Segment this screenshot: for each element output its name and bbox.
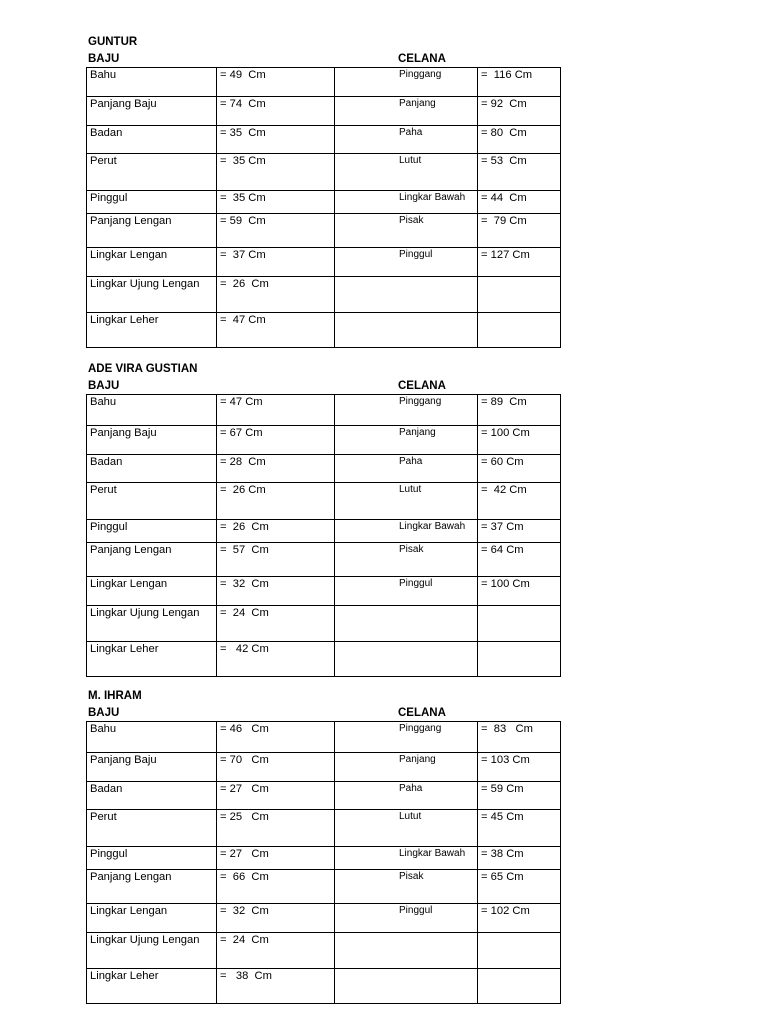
- baju-measure-label: Panjang Lengan: [87, 543, 217, 577]
- celana-measure-value: [478, 933, 561, 969]
- celana-measure-label: Panjang: [335, 97, 478, 126]
- celana-measure-value: = 103 Cm: [478, 753, 561, 782]
- baju-measure-label: Lingkar Leher: [87, 969, 217, 1004]
- baju-measure-value: = 47 Cm: [217, 395, 335, 426]
- celana-measure-value: = 83 Cm: [478, 722, 561, 753]
- baju-measure-value: = 42 Cm: [217, 642, 335, 677]
- baju-measure-value: = 27 Cm: [217, 847, 335, 870]
- celana-measure-label: [335, 933, 478, 969]
- baju-measure-label: Lingkar Lengan: [87, 577, 217, 606]
- table-row: [87, 68, 561, 97]
- table-row: [87, 782, 561, 810]
- baju-measure-label: Lingkar Ujung Lengan: [87, 606, 217, 642]
- celana-heading: CELANA: [398, 707, 446, 719]
- measurement-table: [86, 394, 561, 677]
- baju-measure-value: = 59 Cm: [217, 214, 335, 248]
- table-row: [87, 191, 561, 214]
- baju-measure-label: Panjang Baju: [87, 97, 217, 126]
- table-row: [87, 483, 561, 520]
- baju-measure-value: = 66 Cm: [217, 870, 335, 904]
- baju-measure-label: Perut: [87, 810, 217, 847]
- baju-measure-value: = 47 Cm: [217, 313, 335, 348]
- celana-measure-value: = 92 Cm: [478, 97, 561, 126]
- baju-measure-value: = 35 Cm: [217, 126, 335, 154]
- measurement-table: [86, 721, 561, 1004]
- celana-measure-label: Lutut: [335, 810, 478, 847]
- celana-measure-value: = 116 Cm: [478, 68, 561, 97]
- baju-heading: BAJU: [88, 707, 120, 719]
- baju-measure-label: Badan: [87, 126, 217, 154]
- baju-measure-label: Badan: [87, 782, 217, 810]
- celana-measure-label: Pisak: [335, 870, 478, 904]
- celana-measure-label: Paha: [335, 455, 478, 483]
- table-row: [87, 577, 561, 606]
- baju-measure-label: Panjang Baju: [87, 753, 217, 782]
- celana-measure-value: = 38 Cm: [478, 847, 561, 870]
- baju-measure-label: Perut: [87, 154, 217, 191]
- baju-measure-value: = 67 Cm: [217, 426, 335, 455]
- baju-heading: BAJU: [88, 380, 120, 392]
- baju-measure-value: = 26 Cm: [217, 520, 335, 543]
- baju-measure-label: Lingkar Leher: [87, 642, 217, 677]
- table-row: [87, 753, 561, 782]
- baju-measure-label: Lingkar Ujung Lengan: [87, 277, 217, 313]
- celana-measure-value: = 53 Cm: [478, 154, 561, 191]
- celana-measure-label: Pisak: [335, 543, 478, 577]
- celana-measure-value: [478, 313, 561, 348]
- celana-measure-label: Panjang: [335, 753, 478, 782]
- baju-measure-value: = 46 Cm: [217, 722, 335, 753]
- baju-measure-value: = 32 Cm: [217, 904, 335, 933]
- table-row: [87, 847, 561, 870]
- table-row: [87, 904, 561, 933]
- celana-measure-value: = 42 Cm: [478, 483, 561, 520]
- celana-measure-label: Pinggul: [335, 577, 478, 606]
- baju-measure-label: Bahu: [87, 395, 217, 426]
- baju-measure-label: Bahu: [87, 722, 217, 753]
- baju-heading: BAJU: [88, 53, 120, 65]
- table-row: [87, 722, 561, 753]
- celana-measure-value: = 79 Cm: [478, 214, 561, 248]
- baju-measure-label: Lingkar Lengan: [87, 904, 217, 933]
- celana-measure-value: = 102 Cm: [478, 904, 561, 933]
- table-row: [87, 520, 561, 543]
- baju-measure-label: Bahu: [87, 68, 217, 97]
- celana-measure-label: Lingkar Bawah: [335, 847, 478, 870]
- celana-measure-value: = 45 Cm: [478, 810, 561, 847]
- baju-measure-label: Pinggul: [87, 520, 217, 543]
- celana-measure-value: = 89 Cm: [478, 395, 561, 426]
- table-row: [87, 395, 561, 426]
- celana-heading: CELANA: [398, 380, 446, 392]
- baju-measure-label: Lingkar Lengan: [87, 248, 217, 277]
- celana-measure-label: Pisak: [335, 214, 478, 248]
- celana-measure-value: = 127 Cm: [478, 248, 561, 277]
- celana-measure-label: [335, 277, 478, 313]
- baju-measure-label: Lingkar Ujung Lengan: [87, 933, 217, 969]
- celana-measure-value: = 64 Cm: [478, 543, 561, 577]
- celana-measure-value: [478, 642, 561, 677]
- measurement-table: [86, 67, 561, 348]
- celana-heading: CELANA: [398, 53, 446, 65]
- table-row: [87, 455, 561, 483]
- celana-measure-value: [478, 606, 561, 642]
- baju-measure-value: = 35 Cm: [217, 191, 335, 214]
- celana-measure-value: = 65 Cm: [478, 870, 561, 904]
- table-row: [87, 154, 561, 191]
- celana-measure-value: = 80 Cm: [478, 126, 561, 154]
- celana-measure-value: = 100 Cm: [478, 577, 561, 606]
- baju-measure-label: Panjang Baju: [87, 426, 217, 455]
- baju-measure-label: Panjang Lengan: [87, 870, 217, 904]
- table-row: [87, 126, 561, 154]
- celana-measure-value: [478, 277, 561, 313]
- person-name: GUNTUR: [88, 36, 138, 48]
- table-row: [87, 606, 561, 642]
- celana-measure-label: Lingkar Bawah: [335, 520, 478, 543]
- celana-measure-label: Paha: [335, 782, 478, 810]
- celana-measure-label: Paha: [335, 126, 478, 154]
- baju-measure-label: Pinggul: [87, 847, 217, 870]
- celana-measure-label: Pinggang: [335, 395, 478, 426]
- celana-measure-value: = 59 Cm: [478, 782, 561, 810]
- table-row: [87, 97, 561, 126]
- person-name: ADE VIRA GUSTIAN: [88, 363, 198, 375]
- celana-measure-label: Pinggang: [335, 722, 478, 753]
- celana-measure-label: Pinggul: [335, 904, 478, 933]
- table-row: [87, 933, 561, 969]
- table-row: [87, 277, 561, 313]
- baju-measure-label: Pinggul: [87, 191, 217, 214]
- celana-measure-value: = 60 Cm: [478, 455, 561, 483]
- baju-measure-label: Panjang Lengan: [87, 214, 217, 248]
- table-row: [87, 642, 561, 677]
- baju-measure-value: = 25 Cm: [217, 810, 335, 847]
- celana-measure-label: Pinggang: [335, 68, 478, 97]
- celana-measure-value: = 100 Cm: [478, 426, 561, 455]
- table-row: [87, 969, 561, 1004]
- celana-measure-label: [335, 642, 478, 677]
- celana-measure-label: [335, 606, 478, 642]
- celana-measure-label: Lingkar Bawah: [335, 191, 478, 214]
- baju-measure-value: = 28 Cm: [217, 455, 335, 483]
- celana-measure-label: Lutut: [335, 483, 478, 520]
- baju-measure-label: Lingkar Leher: [87, 313, 217, 348]
- baju-measure-value: = 26 Cm: [217, 277, 335, 313]
- table-row: [87, 248, 561, 277]
- table-row: [87, 870, 561, 904]
- baju-measure-value: = 35 Cm: [217, 154, 335, 191]
- baju-measure-value: = 70 Cm: [217, 753, 335, 782]
- baju-measure-value: = 24 Cm: [217, 933, 335, 969]
- table-row: [87, 543, 561, 577]
- baju-measure-value: = 57 Cm: [217, 543, 335, 577]
- table-row: [87, 426, 561, 455]
- table-row: [87, 214, 561, 248]
- baju-measure-value: = 49 Cm: [217, 68, 335, 97]
- baju-measure-value: = 24 Cm: [217, 606, 335, 642]
- celana-measure-value: = 37 Cm: [478, 520, 561, 543]
- celana-measure-value: = 44 Cm: [478, 191, 561, 214]
- person-name: M. IHRAM: [88, 690, 142, 702]
- celana-measure-label: [335, 313, 478, 348]
- baju-measure-label: Perut: [87, 483, 217, 520]
- celana-measure-value: [478, 969, 561, 1004]
- baju-measure-value: = 27 Cm: [217, 782, 335, 810]
- celana-measure-label: Pinggul: [335, 248, 478, 277]
- table-row: [87, 810, 561, 847]
- table-row: [87, 313, 561, 348]
- baju-measure-value: = 26 Cm: [217, 483, 335, 520]
- baju-measure-label: Badan: [87, 455, 217, 483]
- celana-measure-label: [335, 969, 478, 1004]
- baju-measure-value: = 38 Cm: [217, 969, 335, 1004]
- celana-measure-label: Lutut: [335, 154, 478, 191]
- baju-measure-value: = 32 Cm: [217, 577, 335, 606]
- baju-measure-value: = 74 Cm: [217, 97, 335, 126]
- celana-measure-label: Panjang: [335, 426, 478, 455]
- baju-measure-value: = 37 Cm: [217, 248, 335, 277]
